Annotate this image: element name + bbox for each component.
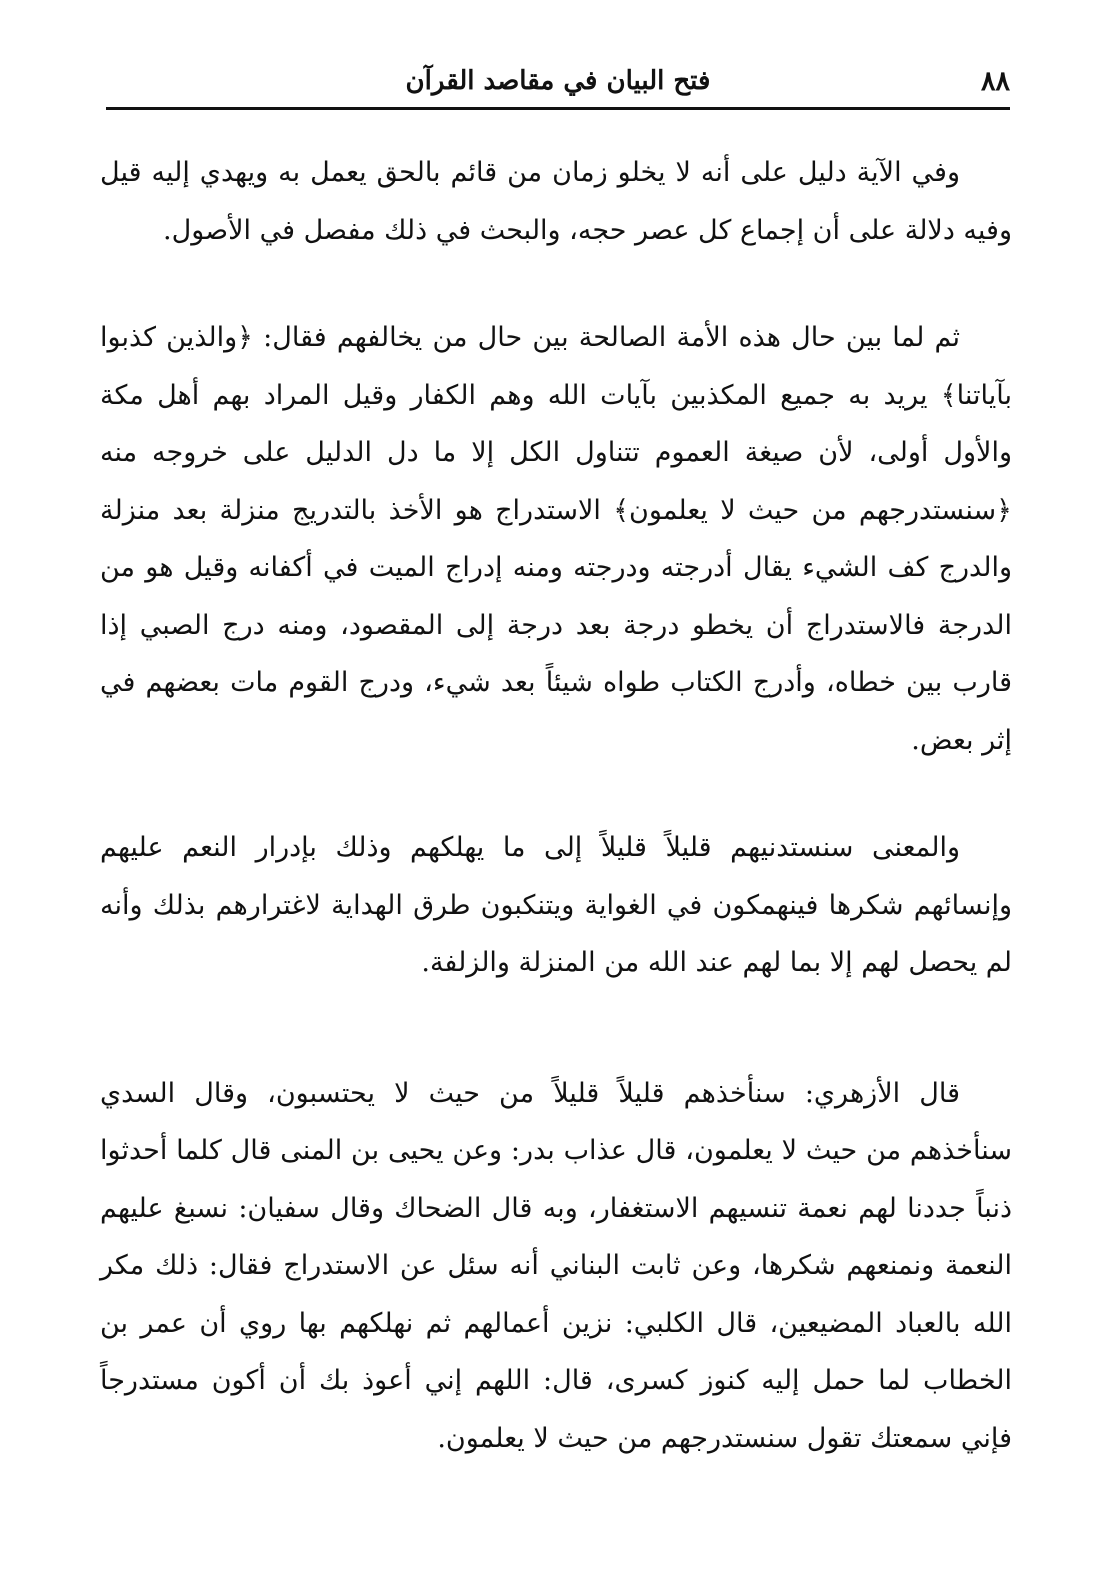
paragraph-4: قال الأزهري: سنأخذهم قليلاً قليلاً من حيث لا يحتسبون، وقال السدي سنأخذهم من حيث لا يعلمون، قال عذاب بدر: وعن يحيى بن المنى قال كلما أحدثوا ذنباً جددنا لهم نعمة تنسيهم الاستغفار، وبه قال الضحاك وقال سفيان: نسبغ عليهم النعمة ونمنعهم شكرها، وعن ثابت البناني أنه سئل عن الاستدراج فقال: ذلك مكر الله بالعباد المضيعين، قال الكلبي: نزين أعمالهم ثم نهلكهم بها روي أن عمر بن الخطاب لما حمل إليه كنوز كسرى، قال: اللهم إني أعوذ بك أن أكون مستدرجاً فإني سمعتك تقول سنستدرجهم من حيث لا يعلمون. xyxy=(100,1077,1012,1454)
running-header xyxy=(106,58,1010,110)
page-number: ٨٨ xyxy=(980,66,1010,97)
paragraph-3: والمعنى سنستدنيهم قليلاً قليلاً إلى ما يهلكهم وذلك بإدرار النعم عليهم وإنسائهم شكرها فينهمكون في الغواية ويتنكبون طرق الهداية لاغترارهم بذلك وأنه لم يحصل لهم إلا بما لهم عند الله من المنزلة والزلفة. xyxy=(100,832,1012,978)
header-rule xyxy=(106,107,1010,110)
paragraph-2: ثم لما بين حال هذه الأمة الصالحة بين حال من يخالفهم فقال: ﴿والذين كذبوا بآياتنا﴾ يريد به جميع المكذبين بآيات الله وهم الكفار وقيل المراد بهم أهل مكة والأول أولى، لأن صيغة العموم تتناول الكل إلا ما دل الدليل على خروجه منه ﴿سنستدرجهم من حيث لا يعلمون﴾ الاستدراج هو الأخذ بالتدريج منزلة بعد منزلة والدرج كف الشيء يقال أدرجته ودرجته ومنه إدراج الميت في أكفانه وقيل هو من الدرجة فالاستدراج أن يخطو درجة بعد درجة إلى المقصود، ومنه درج الصبي إذا قارب بين خطاه، وأدرج الكتاب طواه شيئاً بعد شيء، ودرج القوم مات بعضهم في إثر بعض. xyxy=(100,322,1012,756)
paragraph-1: وفي الآية دليل على أنه لا يخلو زمان من قائم بالحق يعمل به ويهدي إليه قيل وفيه دلالة على أن إجماع كل عصر حجه، والبحث في ذلك مفصل في الأصول. xyxy=(100,157,1012,246)
body-text xyxy=(100,144,1012,1467)
book-title: فتح البيان في مقاصد القرآن xyxy=(405,66,711,96)
